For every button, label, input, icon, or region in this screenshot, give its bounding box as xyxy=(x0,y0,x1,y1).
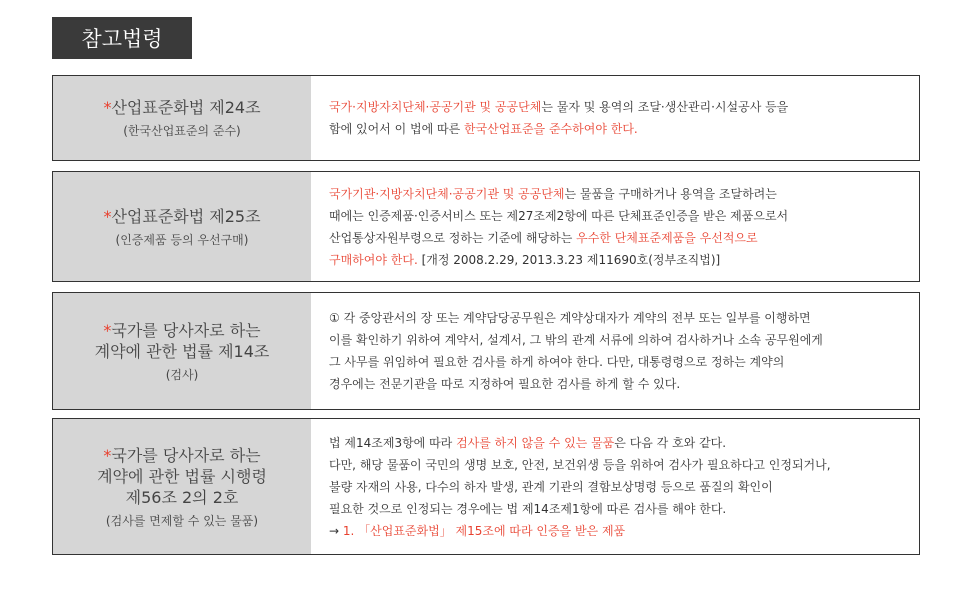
body-text: 불량 자재의 사용, 다수의 하자 발생, 관계 기관의 결함보상명령 등으로 품질의 확인이 xyxy=(329,479,773,494)
law-row xyxy=(52,292,920,410)
law-name-cell xyxy=(53,172,311,281)
body-text: 필요한 것으로 인정되는 경우에는 법 제14조제1항에 따른 검사를 해야 한다. xyxy=(329,501,727,516)
asterisk-mark: * xyxy=(103,206,112,226)
law-text-line xyxy=(329,476,901,498)
law-content-cell xyxy=(311,293,919,409)
law-text-line xyxy=(329,227,901,249)
page-title: 참고법령 xyxy=(52,17,192,59)
highlight-text: 검사를 하지 않을 수 있는 물품 xyxy=(456,435,615,450)
highlight-text: 우수한 단체표준제품을 우선적으로 xyxy=(576,230,758,245)
law-name-cell xyxy=(53,419,311,554)
law-name-line: *산업표준화법 제24조 xyxy=(103,98,261,117)
law-name-line: *산업표준화법 제25조 xyxy=(103,206,261,226)
law-row xyxy=(52,418,920,555)
law-name-line: 계약에 관한 법률 제14조 xyxy=(94,341,270,361)
highlight-text: 국가기관·지방자치단체·공공기관 및 공공단체 xyxy=(329,186,565,201)
law-content-cell xyxy=(311,419,919,554)
law-text-line xyxy=(329,329,901,351)
law-subtitle: (검사를 면제할 수 있는 물품) xyxy=(105,513,259,528)
body-text: [개정 2008.2.29, 2013.3.23 제11690호(정부조직법)] xyxy=(417,252,721,267)
body-text: 는 물자 및 용역의 조달·생산관리·시설공사 등을 xyxy=(541,100,789,114)
law-text-line xyxy=(329,307,901,329)
body-text: 그 사무를 위임하여 필요한 검사를 하게 하여야 한다. 다만, 대통령령으로 정하는 계약의 xyxy=(329,355,785,369)
law-row xyxy=(52,171,920,282)
highlight-text: 국가·지방자치단체·공공기관 및 공공단체 xyxy=(329,100,542,114)
law-name-line: *국가를 당사자로 하는 xyxy=(103,320,261,340)
asterisk-mark: * xyxy=(103,445,112,465)
body-text: ① 각 중앙관서의 장 또는 계약담당공무원은 계약상대자가 계약의 전부 또는 일부를 이행하면 xyxy=(329,311,811,325)
law-subtitle: (인증제품 등의 우선구매) xyxy=(115,232,249,247)
body-text: 경우에는 전문기관을 따로 지정하여 필요한 검사를 하게 할 수 있다. xyxy=(329,377,681,391)
law-text-line xyxy=(329,454,901,476)
body-text: 은 다음 각 호와 같다. xyxy=(614,435,727,450)
body-text: 함에 있어서 이 법에 따른 xyxy=(329,122,464,136)
body-text: 때에는 인증제품·인증서비스 또는 제27조제2항에 따른 단체표준인증을 받은 제품으로서 xyxy=(329,208,789,223)
law-text-line xyxy=(329,183,901,205)
law-subtitle: (검사) xyxy=(165,367,199,382)
body-text: 법 제14조제3항에 따라 xyxy=(329,435,457,450)
law-name-line: 제56조 2의 2호 xyxy=(125,487,239,507)
law-name-cell xyxy=(53,76,311,160)
law-text-line xyxy=(329,520,901,542)
law-subtitle: (한국산업표준의 준수) xyxy=(123,124,241,138)
body-text: → xyxy=(329,523,343,538)
asterisk-mark: * xyxy=(103,320,112,340)
law-name-line: 계약에 관한 법률 시행령 xyxy=(97,466,267,486)
body-text: 산업통상자원부령으로 정하는 기준에 해당하는 xyxy=(329,230,577,245)
body-text: 다만, 해당 물품이 국민의 생명 보호, 안전, 보건위생 등을 위하여 검사가 필요하다고 인정되거나, xyxy=(329,457,831,472)
highlight-text: 한국산업표준을 준수하여야 한다. xyxy=(464,122,638,136)
law-text-line xyxy=(329,351,901,373)
body-text: 이를 확인하기 위하여 계약서, 설계서, 그 밖의 관계 서류에 의하여 검사하거나 소속 공무원에게 xyxy=(329,333,823,347)
law-name-cell xyxy=(53,293,311,409)
law-text-line xyxy=(329,498,901,520)
asterisk-mark: * xyxy=(103,98,112,117)
law-name-line: *국가를 당사자로 하는 xyxy=(103,445,261,465)
highlight-text: 1. 「산업표준화법」 제15조에 따라 인증을 받은 제품 xyxy=(342,523,626,538)
law-text-line xyxy=(329,249,901,271)
law-text-line xyxy=(329,96,901,118)
law-text-line xyxy=(329,205,901,227)
law-content-cell xyxy=(311,76,919,160)
law-text-line xyxy=(329,432,901,454)
body-text: 는 물품을 구매하거나 용역을 조달하려는 xyxy=(564,186,777,201)
law-text-line xyxy=(329,118,901,140)
law-content-cell xyxy=(311,172,919,281)
law-text-line xyxy=(329,373,901,395)
law-row xyxy=(52,75,920,161)
highlight-text: 구매하여야 한다. xyxy=(329,252,418,267)
